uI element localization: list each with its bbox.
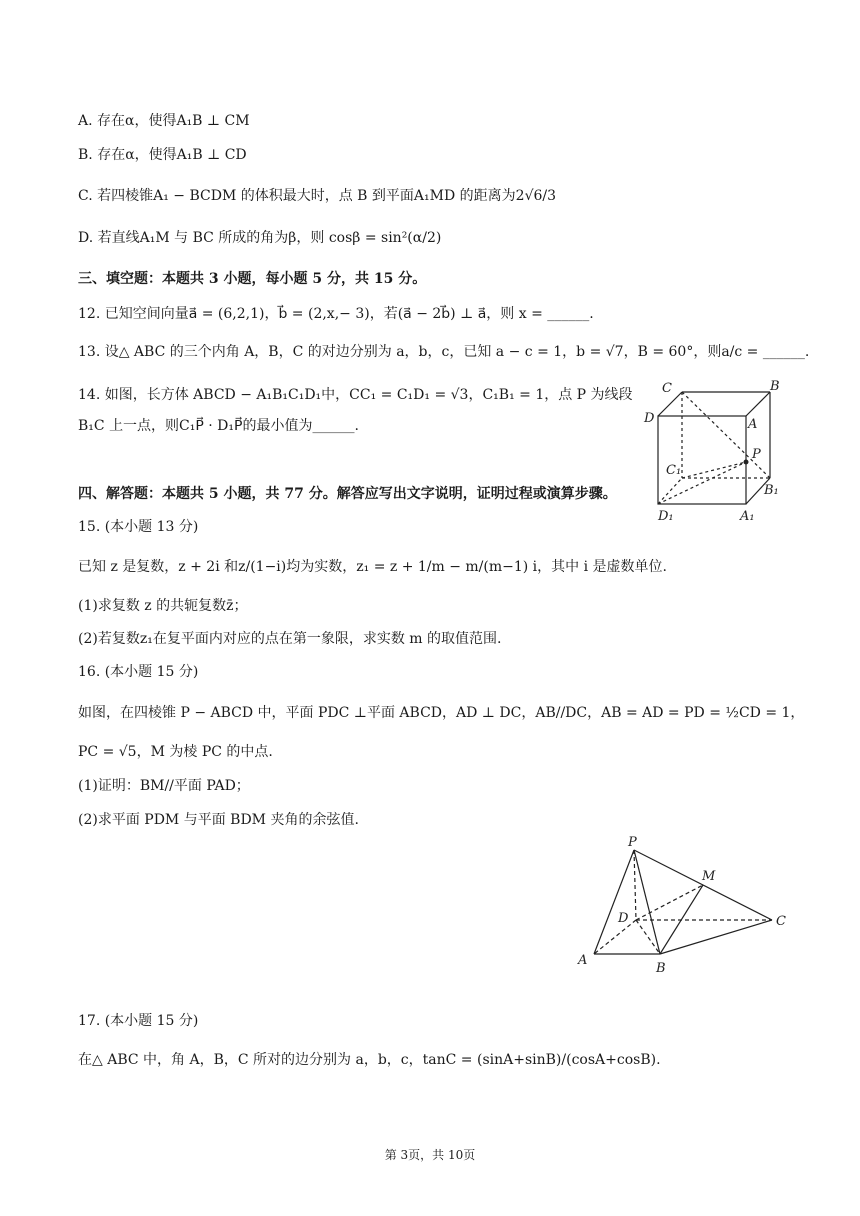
fig1-label-P: P (752, 447, 761, 462)
fig2-label-A: A (578, 953, 588, 968)
section-3-heading: 三、填空题：本题共 3 小题，每小题 5 分，共 15 分。 (78, 271, 427, 287)
fig1-label-D1: D₁ (658, 509, 674, 524)
question-15-part2: (2)若复数z₁在复平面内对应的点在第一象限，求实数 m 的取值范围. (78, 631, 502, 647)
section-4-heading: 四、解答题：本题共 5 小题，共 77 分。解答应写出文字说明，证明过程或演算步骤。 (78, 486, 617, 502)
question-13: 13. 设△ ABC 的三个内角 A，B，C 的对边分别为 a，b，c，已知 a − c = 1，b = √7，B = 60°，则a/c = ______. (78, 344, 810, 360)
question-16-text-line2: PC = √5，M 为棱 PC 的中点. (78, 744, 273, 760)
question-14-line1: 14. 如图，长方体 ABCD − A₁B₁C₁D₁中，CC₁ = C₁D₁ = √3，C₁B₁ = 1，点 P 为线段 (78, 387, 633, 403)
option-a: A. 存在α，使得A₁B ⊥ CM (78, 113, 250, 129)
fig1-label-C1: C₁ (666, 463, 682, 478)
option-d: D. 若直线A₁M 与 BC 所成的角为β，则 cosβ = sin²(α/2) (78, 230, 442, 246)
question-14-line2: B₁C 上一点，则C₁P⃗ · D₁P⃗的最小值为______. (78, 418, 359, 434)
fig2-label-B: B (656, 961, 666, 976)
fig2-label-D: D (618, 911, 629, 926)
fig1-label-A: A (748, 417, 758, 432)
question-16-part1: (1)证明：BM//平面 PAD； (78, 778, 250, 794)
fig2-label-P: P (628, 835, 637, 850)
question-17-header: 17. (本小题 15 分) (78, 1013, 199, 1029)
question-15-text: 已知 z 是复数，z + 2i 和z/(1−i)均为实数，z₁ = z + 1/m − m/(m−1) i，其中 i 是虚数单位. (78, 559, 667, 575)
fig1-label-C: C (662, 381, 672, 396)
fig1-label-D: D (644, 411, 655, 426)
option-b: B. 存在α，使得A₁B ⊥ CD (78, 147, 247, 163)
question-16-text-line1: 如图，在四棱锥 P − ABCD 中，平面 PDC ⊥平面 ABCD，AD ⊥ DC，AB//DC，AB = AD = PD = ½CD = 1， (78, 705, 805, 721)
fig2-label-M: M (702, 869, 716, 884)
fig1-label-A1: A₁ (740, 509, 755, 524)
pyramid-figure (572, 832, 792, 977)
question-16-header: 16. (本小题 15 分) (78, 664, 199, 680)
fig2-label-C: C (776, 914, 786, 929)
question-17-text: 在△ ABC 中，角 A，B，C 所对的边分别为 a，b，c，tanC = (sinA+sinB)/(cosA+cosB). (78, 1052, 661, 1068)
question-16-part2: (2)求平面 PDM 与平面 BDM 夹角的余弦值. (78, 812, 359, 828)
question-15-part1: (1)求复数 z 的共轭复数z̄； (78, 598, 248, 614)
fig1-label-B1: B₁ (764, 483, 779, 498)
question-15-header: 15. (本小题 13 分) (78, 519, 199, 535)
question-12: 12. 已知空间向量a⃗ = (6,2,1)，b⃗ = (2,x,− 3)，若(a⃗ − 2b⃗) ⊥ a⃗，则 x = ______. (78, 306, 594, 322)
page-footer: 第 3页，共 10页 (384, 1148, 476, 1162)
fig1-label-B: B (770, 379, 780, 394)
option-c: C. 若四棱锥A₁ − BCDM 的体积最大时，点 B 到平面A₁MD 的距离为2√6/3 (78, 188, 557, 204)
cuboid-figure (640, 378, 780, 528)
